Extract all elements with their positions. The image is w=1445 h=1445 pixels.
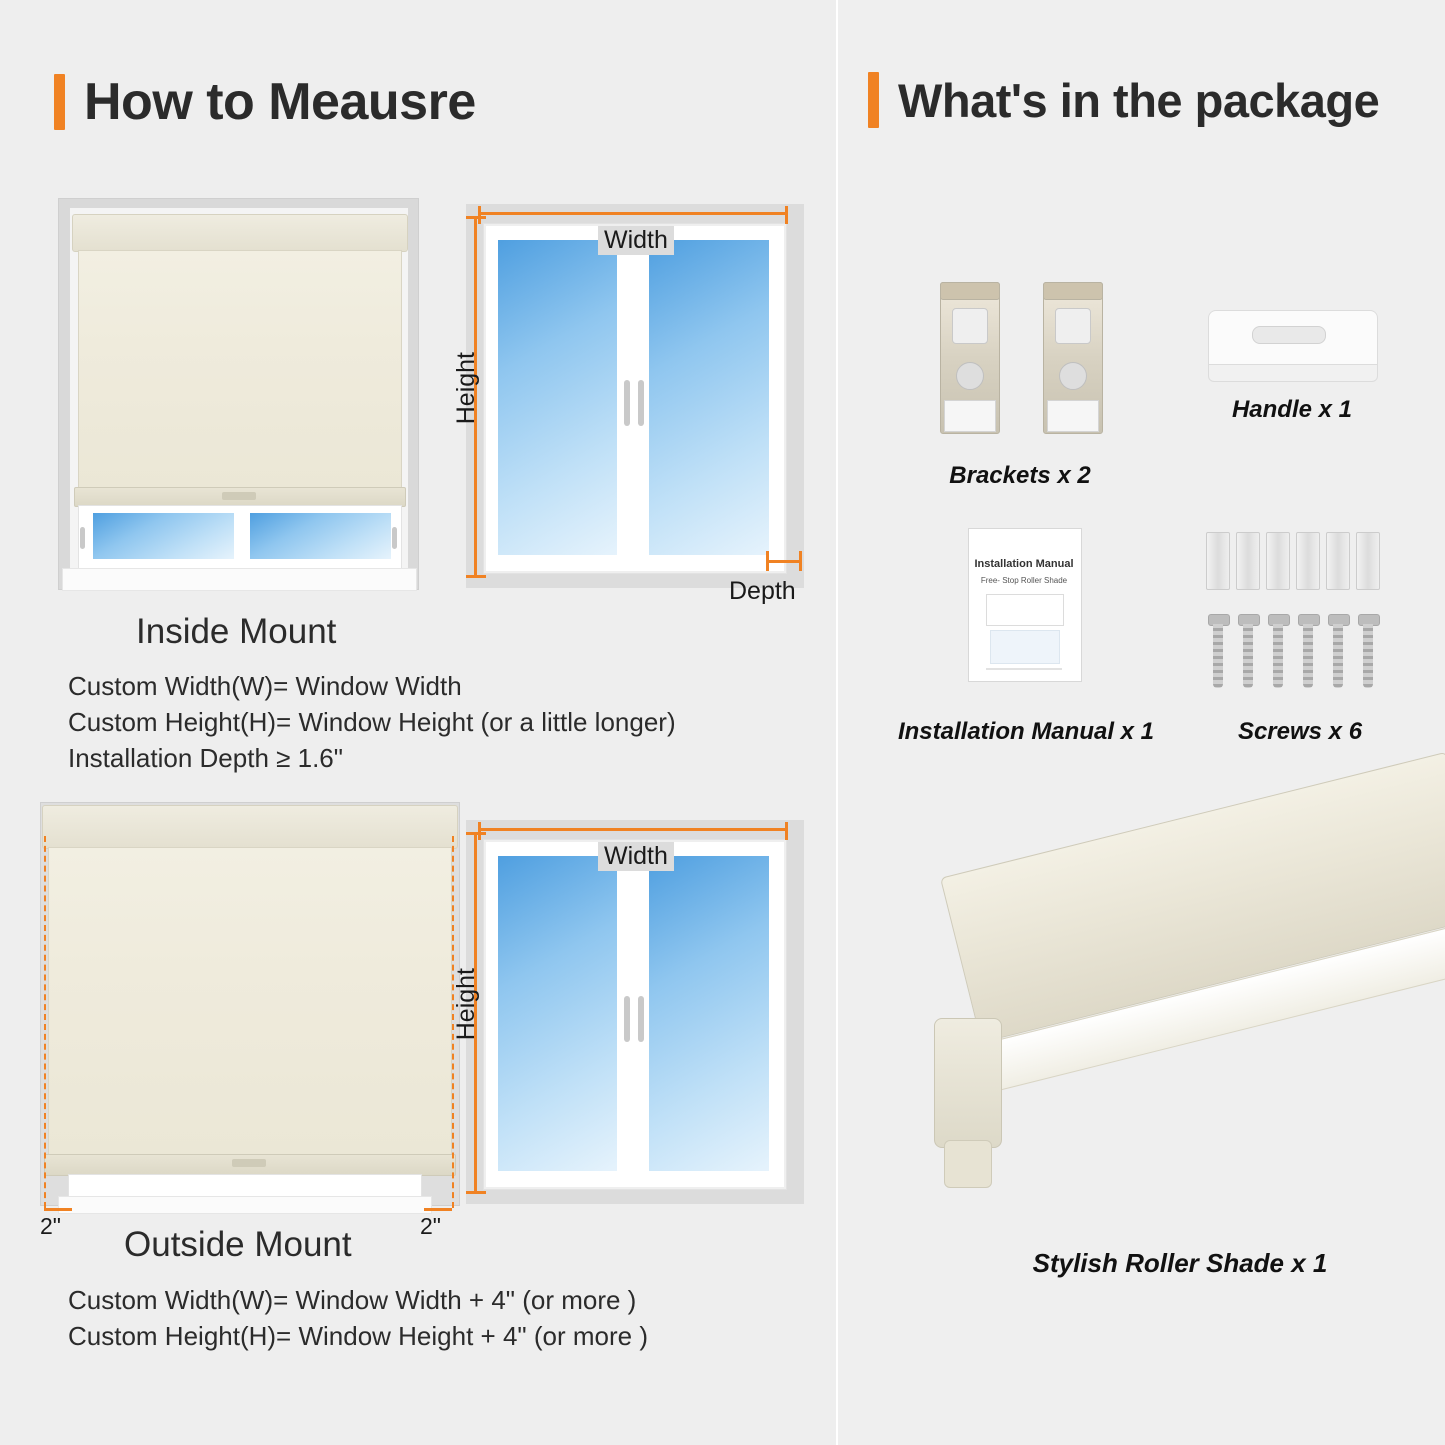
width-label-outside: Width <box>598 842 674 871</box>
depth-tick-left-inside <box>766 551 769 571</box>
window-glass-right-inside <box>249 512 392 560</box>
roller-shade-end-foot <box>944 1140 992 1188</box>
heading-whats-in-package <box>868 72 1379 128</box>
handle-base <box>1208 364 1378 382</box>
height-tick-top-inside <box>466 216 486 219</box>
anchor-icon-2 <box>1236 532 1260 590</box>
anchor-icon-1 <box>1206 532 1230 590</box>
manual-cover-thumbs <box>986 594 1064 626</box>
heading-how-to-measure-label: How to Meausre <box>84 73 476 131</box>
overhang-guide-left <box>44 836 46 1208</box>
window-glass-right-measure-inside <box>648 239 770 556</box>
overhang-label-left: 2" <box>40 1213 61 1239</box>
roller-shade-end-cap <box>934 1018 1002 1148</box>
bracket-foot-a <box>944 400 996 432</box>
shade-headrail-inside <box>72 214 408 252</box>
anchor-icon-3 <box>1266 532 1290 590</box>
outside-mount-title: Outside Mount <box>124 1225 352 1264</box>
handle-grip-slot <box>1252 326 1326 344</box>
height-tick-top-outside <box>466 832 486 835</box>
window-sill-inside <box>62 568 417 591</box>
heading-whats-in-package-label: What's in the package <box>898 73 1380 127</box>
screws-caption: Screws x 6 <box>1237 718 1363 745</box>
anchor-icon-5 <box>1326 532 1350 590</box>
shade-fabric-inside <box>78 250 402 489</box>
width-tick-right-inside <box>785 206 788 224</box>
window-glass-left-measure-inside <box>497 239 619 556</box>
bracket-hole-a <box>956 362 984 390</box>
overhang-label-right: 2" <box>420 1213 441 1239</box>
width-tick-left-outside <box>478 822 481 840</box>
screw-icon-2-shaft <box>1243 624 1253 688</box>
width-tick-right-outside <box>785 822 788 840</box>
height-label-outside: Height <box>452 968 480 1041</box>
depth-dimension-line-inside <box>766 560 802 563</box>
height-tick-bottom-inside <box>466 575 486 578</box>
brackets-caption: Brackets x 2 <box>949 462 1091 489</box>
manual-cover-line <box>986 668 1062 670</box>
inside-mount-title: Inside Mount <box>136 612 337 651</box>
handle-caption: Handle x 1 <box>1231 396 1353 423</box>
roller-shade-caption: Stylish Roller Shade x 1 <box>1032 1248 1328 1278</box>
window-handle-a-measure-outside <box>624 996 630 1042</box>
outside-mount-line-2: Custom Height(H)= Window Height + 4" (or more ) <box>68 1321 648 1351</box>
window-sill-outside <box>58 1196 432 1214</box>
depth-label-inside: Depth <box>729 577 796 605</box>
manual-cover-image <box>990 630 1060 664</box>
depth-tick-right-inside <box>799 551 802 571</box>
shade-headrail-outside <box>42 805 458 849</box>
shade-pull-tab-outside <box>232 1159 266 1167</box>
height-tick-bottom-outside <box>466 1191 486 1194</box>
width-dimension-line-inside <box>478 212 788 215</box>
manual-caption: Installation Manual x 1 <box>897 718 1155 745</box>
overhang-dim-right <box>424 1208 452 1211</box>
window-handle-right-inside <box>392 527 397 549</box>
screw-icon-3-shaft <box>1273 624 1283 688</box>
bracket-slot-a <box>952 308 988 344</box>
heading-accent-bar-right <box>868 72 879 128</box>
bracket-foot-b <box>1047 400 1099 432</box>
outside-mount-line-1: Custom Width(W)= Window Width + 4" (or more ) <box>68 1285 637 1315</box>
window-glass-right-measure-outside <box>648 855 770 1172</box>
bracket-slot-b <box>1055 308 1091 344</box>
bracket-top-a <box>940 282 1000 300</box>
manual-cover-subtitle: Free- Stop Roller Shade <box>980 576 1068 585</box>
shade-pull-tab-inside <box>222 492 256 500</box>
inside-mount-line-3: Installation Depth ≥ 1.6" <box>68 743 343 773</box>
inside-mount-line-2: Custom Height(H)= Window Height (or a little longer) <box>68 707 676 737</box>
height-label-inside: Height <box>452 352 480 425</box>
manual-cover-title: Installation Manual <box>974 558 1074 570</box>
heading-accent-bar <box>54 74 65 130</box>
screw-icon-1-shaft <box>1213 624 1223 688</box>
heading-how-to-measure <box>54 72 476 132</box>
window-glass-left-measure-outside <box>497 855 619 1172</box>
shade-fabric-outside <box>48 847 452 1156</box>
bracket-hole-b <box>1059 362 1087 390</box>
screw-icon-4-shaft <box>1303 624 1313 688</box>
screw-icon-6-shaft <box>1363 624 1373 688</box>
window-handle-b-measure-inside <box>638 380 644 426</box>
overhang-dim-left <box>44 1208 72 1211</box>
window-handle-left-inside <box>80 527 85 549</box>
panel-divider <box>836 0 838 1445</box>
width-label-inside: Width <box>598 226 674 255</box>
window-glass-left-inside <box>92 512 235 560</box>
screw-icon-5-shaft <box>1333 624 1343 688</box>
window-handle-a-measure-inside <box>624 380 630 426</box>
width-tick-left-inside <box>478 206 481 224</box>
bracket-top-b <box>1043 282 1103 300</box>
anchor-icon-4 <box>1296 532 1320 590</box>
anchor-icon-6 <box>1356 532 1380 590</box>
window-handle-b-measure-outside <box>638 996 644 1042</box>
inside-mount-line-1: Custom Width(W)= Window Width <box>68 671 462 701</box>
width-dimension-line-outside <box>478 828 788 831</box>
